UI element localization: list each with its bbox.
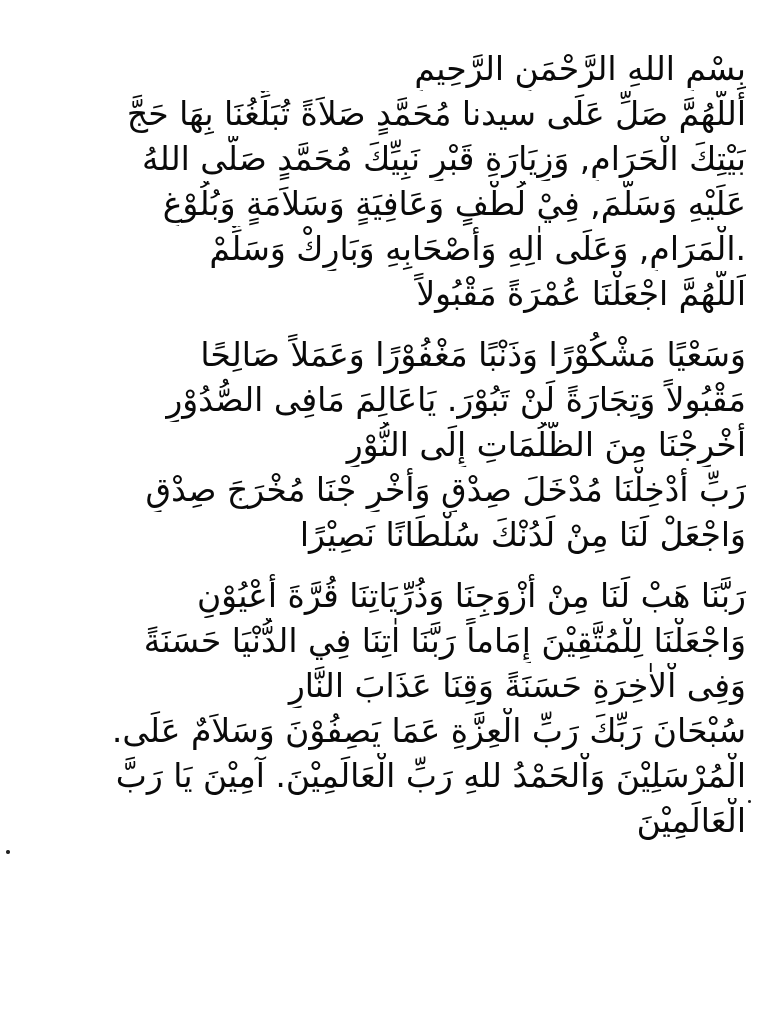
- text-line: رَبَّنَا هَبْ لَنَا مِنْ أَزْوَجِنَا وَذُرِّيَاتِنَا قُرَّةَ أَعْيُوْنٍ: [196, 576, 746, 615]
- scan-speck: [748, 800, 751, 803]
- text-line: اَللَّهُمَّ اجْعَلْنَا عُمْرَةً مَقْبُولاً: [416, 274, 746, 313]
- text-line: وَسَعْيًا مَشْكُوْرًا وَذَنْبًا مَغْفُوْرًا وَعَمَلاً صَالِحًا: [200, 335, 746, 374]
- text-line: الْعَالَمِيْنَ: [636, 801, 746, 840]
- text-line: مَقْبُولاً وَتِجَارَةً لَنْ تَبُوْرَ. يَاعَالِمَ مَافِى الصُّدُوْرِ: [166, 380, 746, 419]
- text-line: .الْمَرَامِ, وَعَلَى اٰلِهِ وَأَصْحَابِهِ وَبَارِكْ وَسَلِّمْ: [209, 229, 746, 268]
- text-line: وَاجْعَلْ لَنَا مِنْ لَدُنْكَ سُلْطَانًا نَصِيْرًا: [299, 515, 746, 554]
- text-line: وَاجْعَلْنَا لِلْمُتَّقِيْنَ إِمَاماً رَبَّنَا اٰتِنَا فِي الدُّنْيَا حَسَنَةً: [143, 621, 746, 660]
- text-line: أَخْرِجْنَا مِنَ الظُّلُمَاتِ إِلَى النُّوْرِ: [346, 425, 746, 464]
- text-line: الْمُرْسَلِيْنَ وَاْلحَمْدُ للهِ رَبِّ الْعَالَمِيْنَ. آمِيْنَ يَا رَبَّ: [115, 756, 746, 795]
- text-line-basmala: بِسْمِ اللهِ الرَّحْمَنِ الرَّحِيمِ: [414, 49, 746, 88]
- text-line: عَلَيْهِ وَسَلَّمَ, فِيْ لُطْفٍ وَعَافِيَةٍ وَسَلاَمَةٍ وَبُلُوْغِ: [162, 184, 746, 223]
- text-line: وَفِى اْلاٰخِرَةِ حَسَنَةً وَقِنَا عَذَابَ النَّارِ: [288, 666, 746, 705]
- paragraph-gap: [18, 316, 746, 332]
- text-line: أَللَّهُمَّ صَلِّ عَلَى سيدنا مُحَمَّدٍ صَلاَةً تُبَلِّغُنَا بِهَا حَجَّ: [126, 94, 746, 133]
- text-line: سُبْحَانَ رَبِّكَ رَبِّ الْعِزَّةِ عَمَا يَصِفُوْنَ وَسَلاَمٌ عَلَى.: [111, 711, 746, 750]
- text-line: بَيْتِكَ الْحَرَامِ, وَزِيَارَةِ قَبْرِ نَبِيِّكَ مُحَمَّدٍ صَلَّى اللهُ: [141, 139, 746, 178]
- prayer-text: [18, 46, 746, 843]
- paragraph-gap: [18, 557, 746, 573]
- scan-speck: [6, 850, 10, 854]
- text-line: رَبِّ أَدْخِلْنَا مُدْخَلَ صِدْقٍ وَأَخْرِ جْنَا مُخْرَجَ صِدْقٍ: [145, 470, 746, 509]
